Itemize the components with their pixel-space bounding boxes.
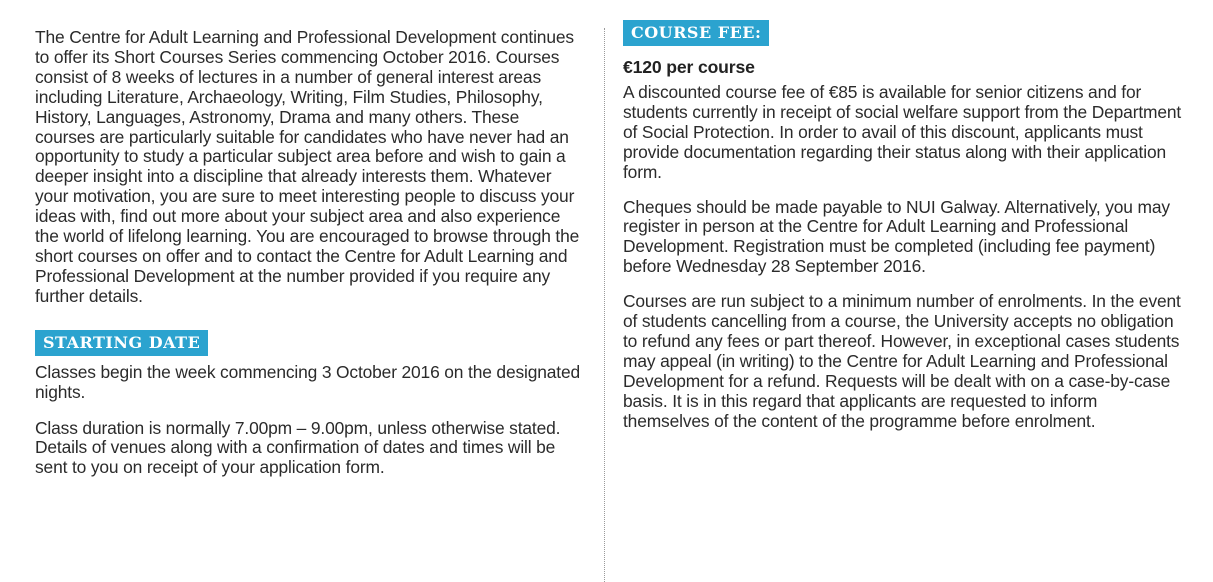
fee-title: €120 per course <box>623 57 755 77</box>
enrolments-paragraph: Courses are run subject to a minimum number of enrolments. In the event of students cancelling from a course, the University accepts no obligation to refund any fees or part thereof. However, in exceptional cases students may appeal (in writing) to the Centre for Adult Learning and Professional Development for a refund. Requests will be dealt with on a case-by-case basis. It is in this regard that applicants are requested to inform themselves of the content of the programme before enrolment. <box>623 291 1181 431</box>
column-divider <box>604 28 605 582</box>
course-fee-heading: COURSE FEE: <box>623 20 769 46</box>
class-duration-paragraph: Class duration is normally 7.00pm – 9.00pm, unless otherwise stated. Details of venues along with a confirmation of dates and times will be sent to you on receipt of your application form. <box>35 417 561 478</box>
right-column <box>623 0 1183 432</box>
cheques-paragraph: Cheques should be made payable to NUI Galway. Alternatively, you may register in person at the Centre for Adult Learning and Professional Development. Registration must be completed (including fee payment) before Wednesday 28 September 2016. <box>623 196 1170 277</box>
discount-paragraph: A discounted course fee of €85 is available for senior citizens and for students currently in receipt of social welfare support from the Department of Social Protection. In order to avail of this discount, applicants must provide documentation regarding their status along with their application form. <box>623 82 1182 182</box>
classes-begin-paragraph: Classes begin the week commencing 3 October 2016 on the designated nights. <box>35 361 581 402</box>
intro-paragraph: The Centre for Adult Learning and Professional Development continues to offer its Short Courses Series commencing October 2016. Courses consist of 8 weeks of lectures in a number of general interest areas including Literature, Archaeology, Writing, Film Studies, Philosophy, History, Languages, Astronomy, Drama and many others. These courses are particularly suitable for candidates who have never had an opportunity to study a particular subject area before and wish to gain a deeper insight into a discipline that already interests them. Whatever your motivation, you are sure to meet interesting people to discuss your ideas with, find out more about your subject area and also experience the world of lifelong learning. You are encouraged to browse through the short courses on offer and to contact the Centre for Adult Learning and Professional Development at the number provided if you require any further details. <box>35 27 580 306</box>
starting-date-heading: STARTING DATE <box>35 330 208 356</box>
left-column <box>35 0 583 478</box>
